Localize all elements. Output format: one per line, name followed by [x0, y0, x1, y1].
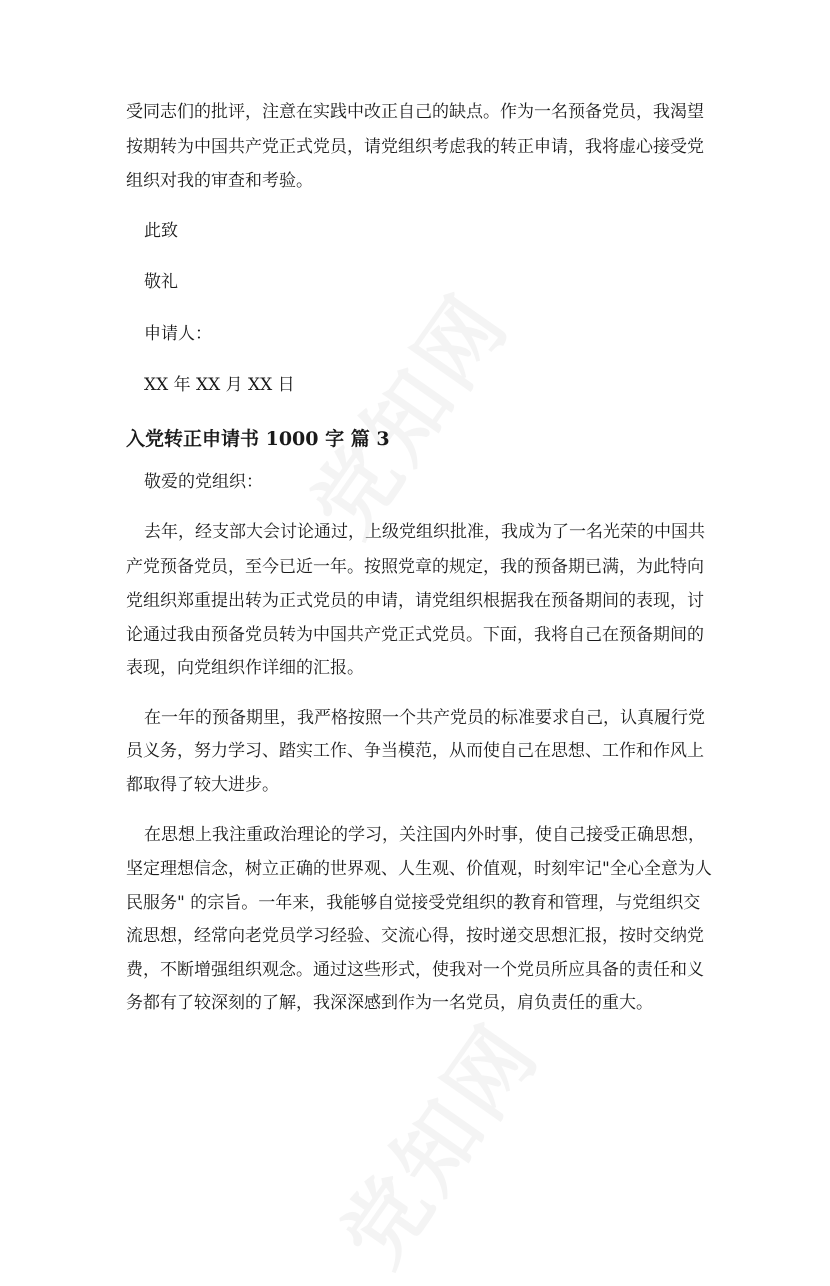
salutation: 敬爱的党组织：	[144, 472, 263, 492]
paragraph-3-line-4: 流思想，经常向老党员学习经验、交流心得，按时递交思想汇报，按时交纳党	[126, 926, 704, 946]
paragraph-1-line-4: 论通过我由预备党员转为中国共产党正式党员。下面，我将自己在预备期间的	[126, 625, 704, 645]
paragraph-3-line-3: 民服务" 的宗旨。一年来，我能够自觉接受党组织的教育和管理，与党组织交	[126, 893, 701, 913]
section-heading: 入党转正申请书 1000 字 篇 3	[126, 428, 390, 450]
paragraph-1-line-2: 产党预备党员，至今已近一年。按照党章的规定，我的预备期已满，为此特向	[126, 557, 704, 577]
paragraph-3-line-6: 务都有了较深刻的了解，我深深感到作为一名党员，肩负责任的重大。	[126, 993, 653, 1013]
paragraph-3-line-5: 费，不断增强组织观念。通过这些形式，使我对一个党员所应具备的责任和义	[126, 960, 704, 980]
paragraph-3-line-1: 在思想上我注重政治理论的学习，关注国内外时事，使自己接受正确思想，	[144, 825, 705, 845]
paragraph-1-line-1: 去年，经支部大会讨论通过，上级党组织批准，我成为了一名光荣的中国共	[144, 522, 705, 542]
paragraph-1-line-3: 党组织郑重提出转为正式党员的申请，请党组织根据我在预备期间的表现，讨	[126, 591, 704, 611]
paragraph-3-line-2: 坚定理想信念，树立正确的世界观、人生观、价值观，时刻牢记"全心全意为人	[126, 859, 712, 879]
paragraph-2-line-1: 在一年的预备期里，我严格按照一个共产党员的标准要求自己，认真履行党	[144, 708, 705, 728]
closing-regards-1: 此致	[144, 221, 178, 241]
date-line: XX 年 XX 月 XX 日	[144, 375, 295, 395]
previous-letter-line-1: 受同志们的批评，注意在实践中改正自己的缺点。作为一名预备党员，我渴望	[126, 102, 704, 122]
watermark-bottom	[308, 995, 562, 1286]
paragraph-2-line-2: 员义务，努力学习、踏实工作、争当模范，从而使自己在思想、工作和作风上	[126, 741, 704, 761]
previous-letter-line-2: 按期转为中国共产党正式党员，请党组织考虑我的转正申请，我将虚心接受党	[126, 137, 704, 157]
watermark-top	[278, 265, 532, 556]
applicant-label: 申请人：	[144, 324, 212, 344]
closing-regards-2: 敬礼	[144, 272, 178, 292]
paragraph-2-line-3: 都取得了较大进步。	[126, 775, 279, 795]
previous-letter-line-3: 组织对我的审查和考验。	[126, 171, 313, 191]
paragraph-1-line-5: 表现，向党组织作详细的汇报。	[126, 658, 364, 678]
